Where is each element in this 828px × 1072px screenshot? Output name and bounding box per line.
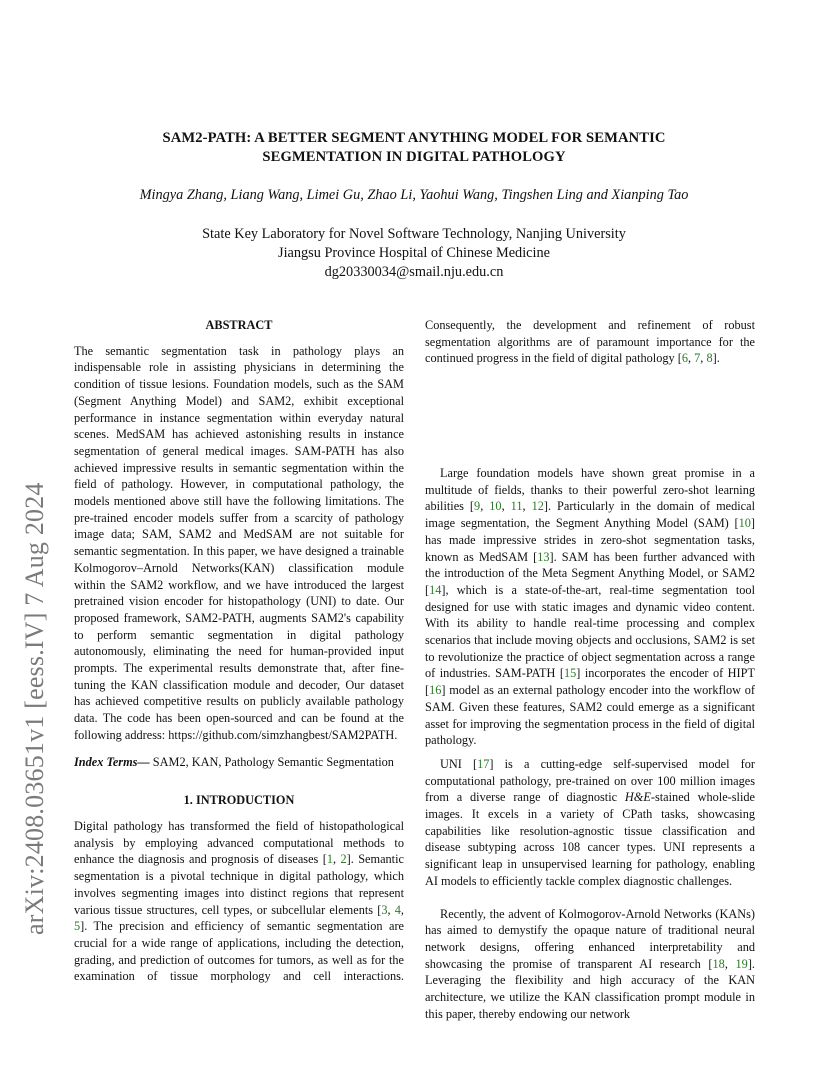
intro-paragraph-1-continued: Consequently, the development and refinement of robust segmentation algorithms are of paramount importance for the continued progress in the field of digital pathology [6, 7, 8]. bbox=[425, 318, 755, 366]
citation-link[interactable]: 7 bbox=[694, 351, 701, 366]
citation-link[interactable]: 3 bbox=[381, 902, 388, 917]
author-list: Mingya Zhang, Liang Wang, Limei Gu, Zhao Li, Yaohui Wang, Tingshen Ling and Xianping Tao bbox=[139, 187, 689, 203]
citation-link[interactable]: 12 bbox=[531, 499, 544, 514]
citation-link[interactable]: 13 bbox=[537, 549, 550, 564]
citation-link[interactable]: 5 bbox=[74, 919, 81, 934]
math-h-and-e: H&E bbox=[624, 790, 651, 805]
citation-link[interactable]: 11 bbox=[510, 499, 523, 514]
intro-paragraph-4: Recently, the advent of Kolmogorov-Arnold Networks (KANs) has aimed to demystify the opaque nature of traditional neural network designs, offering enhanced interpretability and showcasing the promise of transparent AI research [18, 19]. Leveraging the flexibility and high accuracy of the KAN architecture, we utilize the KAN classification prompt module in this paper, thereby endowing our network bbox=[425, 906, 755, 1021]
citation-link[interactable]: 14 bbox=[429, 582, 442, 597]
abstract-text: The semantic segmentation task in pathology plays an indispensable role in assisting physicians in determining the condition of tissue lesions. Foundation models, such as the SAM (Segment Anything Model) and SAM2, exhibit exceptional performance in instance segmentation within everyday natural scenes. MedSAM has achieved astonishing results in instance segmentation of general medical images. SAM-PATH has also achieved impressive results in semantic segmentation within the field of pathology. However, in computational pathology, the models mentioned above still have the following limitations. The pre-trained encoder models suffer from a scarcity of pathology image data; SAM, SAM2 and MedSAM are not suitable for semantic segmentation. In this paper, we have designed a trainable Kolmogorov–Arnold Networks(KAN) classification module within the SAM2 workflow, and we have introduced the largest pretrained vision encoder for histopathology (UNI) to date. Our proposed framework, SAM2-PATH, augments SAM2's capability to perform semantic segmentation in digital pathology autonomously, eliminating the need for human-provided input prompts. The experimental results demonstrate that, after fine-tuning the KAN classification module and decoder, Our dataset has achieved competitive results on publicly available pathology data. The code has been open-sourced and can be found at the following address: https://github.com/simzhangbest/SAM2PATH. bbox=[74, 343, 404, 742]
affiliation-1: State Key Laboratory for Novel Software Technology, Nanjing University bbox=[202, 226, 626, 242]
citation-link[interactable]: 18 bbox=[712, 956, 725, 971]
abstract-heading: ABSTRACT bbox=[205, 318, 273, 332]
index-terms-text: SAM2, KAN, Pathology Semantic Segmentation bbox=[149, 754, 394, 769]
right-column bbox=[425, 317, 755, 1023]
citation-link[interactable]: 15 bbox=[564, 666, 577, 681]
title-line-2: SEGMENTATION IN DIGITAL PATHOLOGY bbox=[262, 149, 566, 165]
index-terms-label: Index Terms— bbox=[74, 754, 150, 769]
section-heading-introduction: 1. INTRODUCTION bbox=[183, 793, 295, 808]
index-terms bbox=[74, 754, 404, 771]
contact-email: dg20330034@smail.nju.edu.cn bbox=[324, 264, 504, 280]
citation-link[interactable]: 1 bbox=[326, 852, 333, 867]
citation-link[interactable]: 17 bbox=[477, 756, 490, 771]
title-line-1: SAM2-PATH: A BETTER SEGMENT ANYTHING MODEL FOR SEMANTIC bbox=[162, 130, 666, 146]
paper-title bbox=[100, 129, 728, 167]
intro-paragraph-3: UNI [17] is a cutting-edge self-supervised model for computational pathology, pre-trained on over 100 million images from a diverse range of diagnostic H&E-stained whole-slide images. It excels in a variety of CPath tasks, showcasing capabilities like resolution-agnostic tissue classification and disease subtyping across 108 cancer types. UNI represents a significant leap in unsupervised learning for pathology, enabling AI models to efficiently tackle complex diagnostic challenges. bbox=[425, 756, 755, 888]
left-column bbox=[74, 317, 404, 985]
citation-link[interactable]: 8 bbox=[706, 351, 713, 366]
affiliation-block bbox=[150, 225, 678, 282]
citation-link[interactable]: 10 bbox=[489, 499, 502, 514]
arxiv-sidebar-id: arXiv:2408.03651v1 [eess.IV] 7 Aug 2024 bbox=[20, 482, 49, 935]
intro-paragraph-2: Large foundation models have shown great promise in a multitude of fields, thanks to their powerful zero-shot learning abilities [9, 10, 11, 12]. Particularly in the domain of medical image segmentation, the Segment Anything Model (SAM) [10] has made impressive strides in zero-shot segmentation tasks, known as MedSAM [13]. SAM has been further advanced with the introduction of the Meta Segment Anything Model, or SAM2 [14], which is a state-of-the-art, real-time segmentation tool designed for use with static images and dynamic video content. With its ability to handle real-time processing and complex scenarios that include moving objects and occlusions, SAM2 is set to revolutionize the practice of object segmentation across a range of industries. SAM-PATH [15] incorporates the encoder of HIPT [16] model as an external pathology encoder into the workflow of SAM. Given these features, SAM2 could emerge as a significant asset for improving the segmentation process in the field of digital pathology. bbox=[425, 466, 755, 748]
citation-link[interactable]: 16 bbox=[429, 683, 442, 698]
citation-link[interactable]: 2 bbox=[340, 852, 347, 867]
citation-link[interactable]: 4 bbox=[394, 902, 401, 917]
affiliation-2: Jiangsu Province Hospital of Chinese Medicine bbox=[278, 245, 550, 261]
citation-link[interactable]: 6 bbox=[681, 351, 688, 366]
citation-link[interactable]: 19 bbox=[735, 956, 748, 971]
citation-link[interactable]: 9 bbox=[474, 499, 481, 514]
intro-paragraph-1: Digital pathology has transformed the field of histopathological analysis by employing advanced computational methods to enhance the diagnosis and prognosis of diseases [1, 2]. Semantic segmentation is a pivotal technique in digital pathology, which involves segmenting images into distinct regions that represent various tissue structures, cell types, or subcellular elements [3, 4, 5]. The precision and efficiency of semantic segmentation are crucial for a wide range of applications, including the detection, grading, and prediction of outcomes for tumors, as well as for the examination of tissue morphology and cell interactions. bbox=[74, 818, 404, 984]
citation-link[interactable]: 10 bbox=[738, 516, 751, 531]
